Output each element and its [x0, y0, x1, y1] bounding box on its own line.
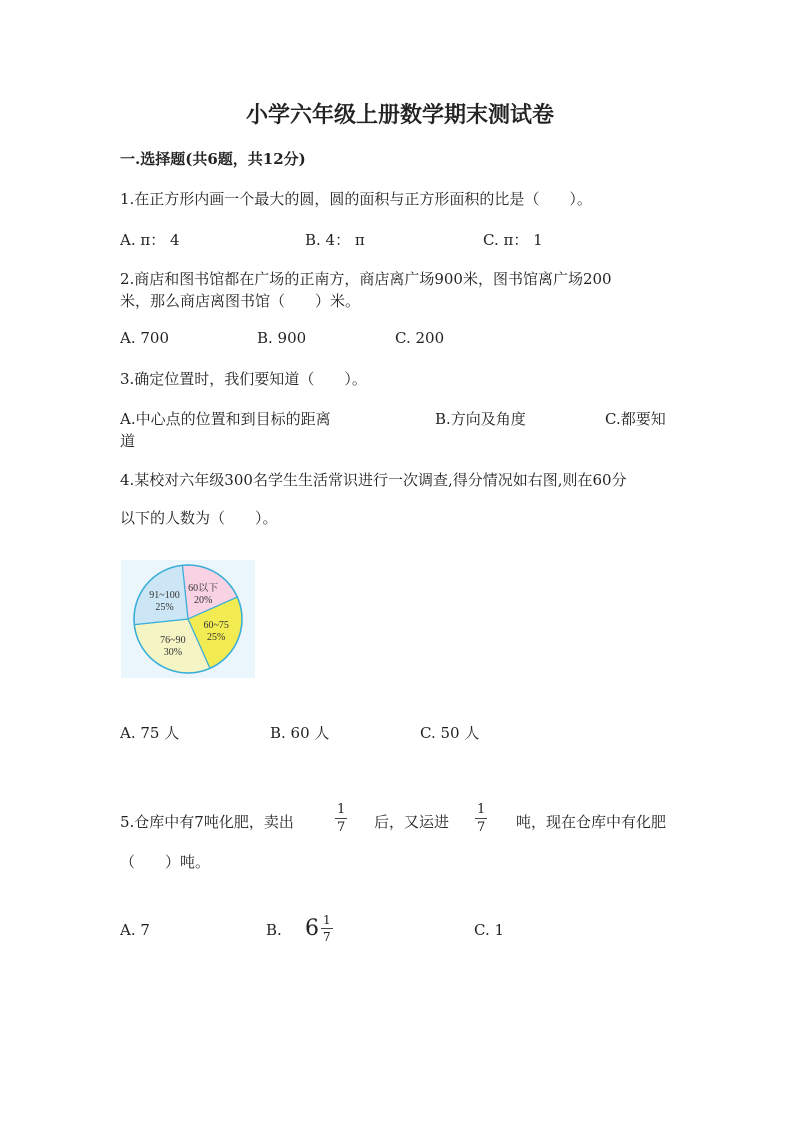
question-2-option-a: A. 700	[120, 329, 169, 347]
pie-slice-label-3: 91~100	[149, 589, 180, 601]
question-4-option-a: A. 75 人	[120, 724, 180, 742]
section-heading: 一.选择题(共6题，共12分)	[120, 150, 306, 168]
question-3-stem: 3.确定位置时，我们要知道（ ）。	[120, 370, 367, 388]
pie-slice-percent-2: 30%	[163, 647, 183, 659]
question-5-option-c: C. 1	[474, 921, 505, 939]
page-title: 小学六年级上册数学期末测试卷	[245, 102, 554, 128]
question-5-stem-part-a: 5.仓库中有7吨化肥，卖出	[120, 813, 294, 831]
fraction-2-numerator: 1	[477, 802, 486, 817]
mixed-number-numerator: 1	[323, 913, 331, 927]
pie-slice-label-1: 60~75	[203, 619, 229, 631]
pie-slice-label-0: 60以下	[188, 582, 219, 594]
question-2-stem-line2: 米，那么商店离图书馆（ ）米。	[120, 292, 361, 310]
mixed-number-denominator: 7	[323, 930, 331, 944]
pie-slice-percent-0: 20%	[193, 594, 213, 606]
question-5-option-b: B.	[266, 921, 282, 939]
fraction-1-denominator: 7	[337, 820, 346, 835]
question-2-option-b: B. 900	[257, 329, 307, 347]
question-2-stem-line1: 2.商店和图书馆都在广场的正南方，商店离广场900米，图书馆离广场200	[120, 270, 612, 288]
question-5-stem-line2: （ ）吨。	[120, 853, 211, 871]
question-5-option-a: A. 7	[120, 921, 150, 939]
question-5-option-b-mixed-number	[305, 914, 333, 943]
fraction-1-numerator: 1	[337, 802, 346, 817]
pie-slice-label-2: 76~90	[160, 635, 186, 647]
question-5-fraction-2	[475, 803, 487, 835]
pie-slice-percent-1: 25%	[207, 631, 226, 643]
question-3-option-c-wrap: 道	[120, 432, 136, 450]
question-4-stem-line2: 以下的人数为（ ）。	[120, 509, 278, 527]
question-5-stem-part-c: 吨，现在仓库中有化肥	[516, 813, 667, 831]
question-1-stem: 1.在正方形内画一个最大的圆，圆的面积与正方形面积的比是（ ）。	[120, 190, 592, 208]
question-5-stem-part-b: 后，又运进	[374, 813, 450, 831]
question-4-option-b: B. 60 人	[270, 724, 330, 742]
question-2-option-c: C. 200	[395, 329, 445, 347]
question-3-option-b: B.方向及角度	[435, 410, 526, 428]
question-5-fraction-1	[335, 803, 347, 835]
score-distribution-pie-chart	[121, 560, 255, 678]
question-3-option-a: A.中心点的位置和到目标的距离	[120, 410, 331, 428]
question-4-stem-line1: 4.某校对六年级300名学生生活常识进行一次调查,得分情况如右图,则在60分	[120, 471, 627, 489]
question-1-option-c: C. π： 1	[483, 231, 543, 249]
pie-slice-percent-3: 25%	[155, 601, 174, 613]
question-1-option-b: B. 4： π	[305, 231, 365, 249]
question-4-option-c: C. 50 人	[420, 724, 480, 742]
question-1-option-a: A. π： 4	[120, 231, 180, 249]
mixed-number-whole: 6	[305, 916, 319, 941]
fraction-2-denominator: 7	[477, 820, 486, 835]
question-3-option-c: C.都要知	[605, 410, 666, 428]
